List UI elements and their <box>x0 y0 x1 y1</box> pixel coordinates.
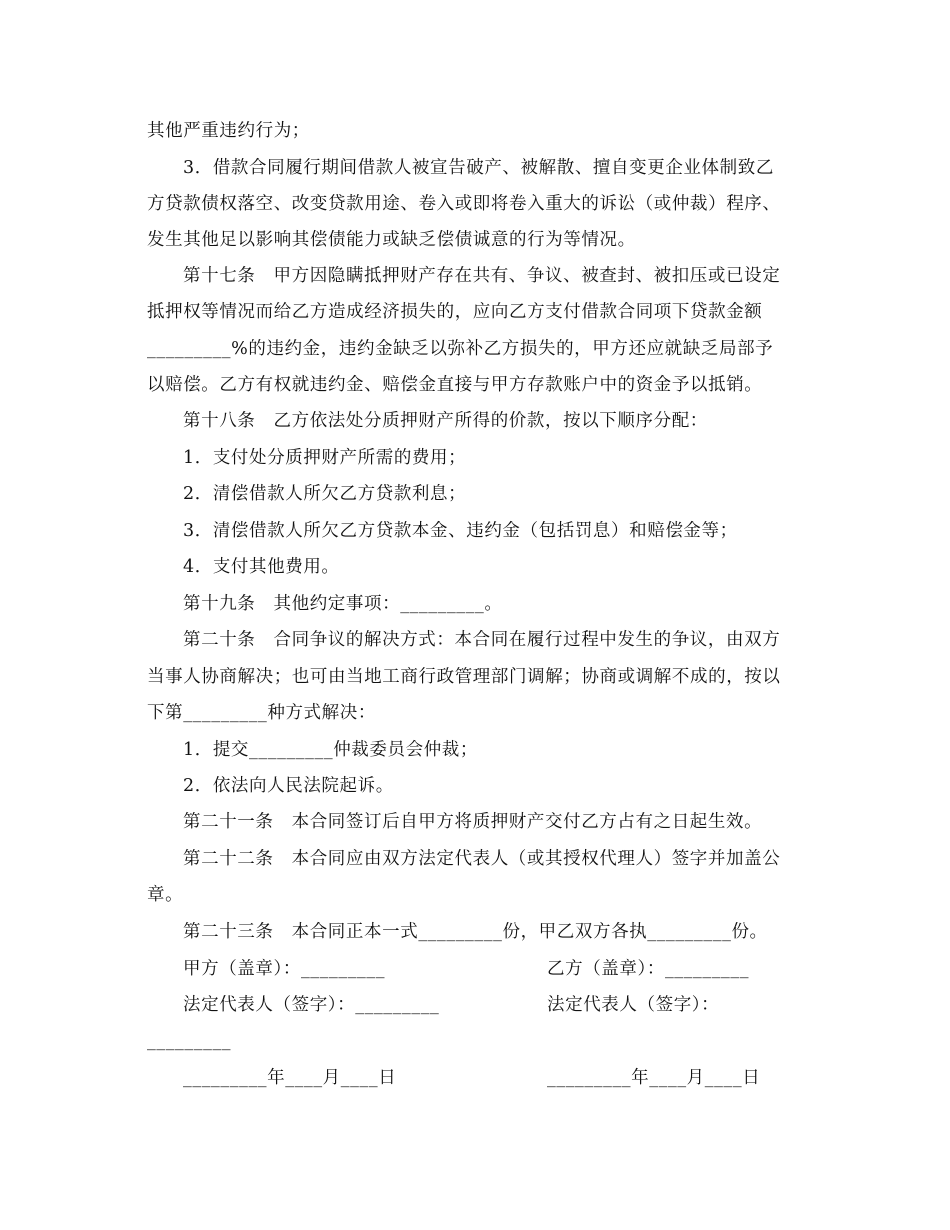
blank-field: _________ <box>249 740 334 760</box>
text: 第十九条 其他约定事项： <box>183 594 401 614</box>
text-line <box>147 300 807 324</box>
blank-field: _________ <box>147 339 232 359</box>
label: 法定代表人（签字）： <box>183 995 356 1015</box>
party-b-rep-blank <box>147 1029 347 1053</box>
blank-field: _________ <box>400 594 485 614</box>
label: 月 <box>322 1068 341 1088</box>
list-item <box>183 482 843 506</box>
label: 月 <box>686 1068 705 1088</box>
blank-field: ____ <box>704 1068 743 1088</box>
text: 第十七条 甲方因隐瞒抵押财产存在共有、争议、被查封、被扣压或已设定 <box>183 266 781 286</box>
party-b-rep <box>547 993 847 1017</box>
text: 2．清偿借款人所欠乙方贷款利息； <box>183 484 467 504</box>
text-line <box>147 192 807 216</box>
text: 。 <box>484 594 503 614</box>
text: 第二十二条 本合同应由双方法定代表人（或其授权代理人）签字并加盖公 <box>183 849 781 869</box>
text: 第二十条 合同争议的解决方式：本合同在履行过程中发生的争议，由双方 <box>183 630 781 650</box>
text: 份，甲乙双方各执 <box>502 922 648 942</box>
text-line <box>147 373 807 397</box>
label: 法定代表人（签字）： <box>547 995 720 1015</box>
date-right <box>547 1066 847 1090</box>
label: 年 <box>267 1068 286 1088</box>
blank-field: _________ <box>355 995 440 1015</box>
text: 3．借款合同履行期间借款人被宣告破产、被解散、擅自变更企业体制致乙 <box>183 158 774 178</box>
text: 份。 <box>731 922 768 942</box>
article-21 <box>183 810 843 834</box>
article-17 <box>183 264 843 288</box>
text: 发生其他足以影响其偿债能力或缺乏偿债诚意的行为等情况。 <box>147 230 636 250</box>
party-a-seal <box>183 957 523 981</box>
blank-field: _________ <box>664 959 750 979</box>
article-22 <box>183 847 843 871</box>
date-left <box>183 1066 523 1090</box>
article-23 <box>183 920 843 944</box>
blank-field: ____ <box>285 1068 323 1088</box>
blank-field: _________ <box>547 1068 632 1088</box>
text-line <box>147 701 807 725</box>
text: 2．依法向人民法院起诉。 <box>183 776 394 796</box>
text: 当事人协商解决；也可由当地工商行政管理部门调解；协商或调解不成的，按以 <box>147 667 781 687</box>
text: 抵押权等情况而给乙方造成经济损失的，应向乙方支付借款合同项下贷款金额 <box>147 302 763 322</box>
blank-field: _________ <box>147 1031 232 1051</box>
text: %的违约金，违约金缺乏以弥补乙方损失的，甲方还应就缺乏局部予 <box>231 339 774 359</box>
text-line <box>147 119 807 143</box>
label: 年 <box>631 1068 650 1088</box>
text-line <box>147 883 807 907</box>
text: 第二十三条 本合同正本一式 <box>183 922 419 942</box>
article-18 <box>183 409 843 433</box>
list-item <box>183 446 843 470</box>
list-item <box>183 555 843 579</box>
text: 1．支付处分质押财产所需的费用； <box>183 448 467 468</box>
text: 4．支付其他费用。 <box>183 557 340 577</box>
text: 第二十一条 本合同签订后自甲方将质押财产交付乙方占有之日起生效。 <box>183 812 763 832</box>
label: 日 <box>378 1068 397 1088</box>
blank-field: _________ <box>647 922 732 942</box>
text: 种方式解决： <box>267 703 376 723</box>
text-line <box>147 665 807 689</box>
list-item <box>183 774 843 798</box>
blank-field: _________ <box>183 703 268 723</box>
label: 甲方（盖章）： <box>183 959 301 979</box>
blank-field: ____ <box>340 1068 379 1088</box>
party-a-rep <box>183 993 523 1017</box>
text: 方贷款债权落空、改变贷款用途、卷入或即将卷入重大的诉讼（或仲裁）程序、 <box>147 194 781 214</box>
text: 其他严重违约行为； <box>147 121 310 141</box>
label: 日 <box>742 1068 761 1088</box>
text-line <box>147 228 807 252</box>
blank-field: _________ <box>183 1068 268 1088</box>
party-b-seal <box>547 957 847 981</box>
list-item <box>183 738 843 762</box>
article-19 <box>183 592 843 616</box>
list-item <box>183 519 843 543</box>
text: 1．提交 <box>183 740 250 760</box>
article-20 <box>183 628 843 652</box>
text: 第十八条 乙方依法处分质押财产所得的价款，按以下顺序分配： <box>183 411 708 431</box>
blank-field: _________ <box>418 922 503 942</box>
text: 章。 <box>147 885 184 905</box>
label: 乙方（盖章）： <box>547 959 665 979</box>
blank-field: ____ <box>649 1068 687 1088</box>
text: 下第 <box>147 703 184 723</box>
text: 3．清偿借款人所欠乙方贷款本金、违约金（包括罚息）和赔偿金等； <box>183 521 738 541</box>
text-line <box>183 156 843 180</box>
text: 仲裁委员会仲裁； <box>333 740 479 760</box>
blank-field: _________ <box>300 959 386 979</box>
text-line <box>147 337 807 361</box>
text: 以赔偿。乙方有权就违约金、赔偿金直接与甲方存款账户中的资金予以抵销。 <box>147 375 763 395</box>
